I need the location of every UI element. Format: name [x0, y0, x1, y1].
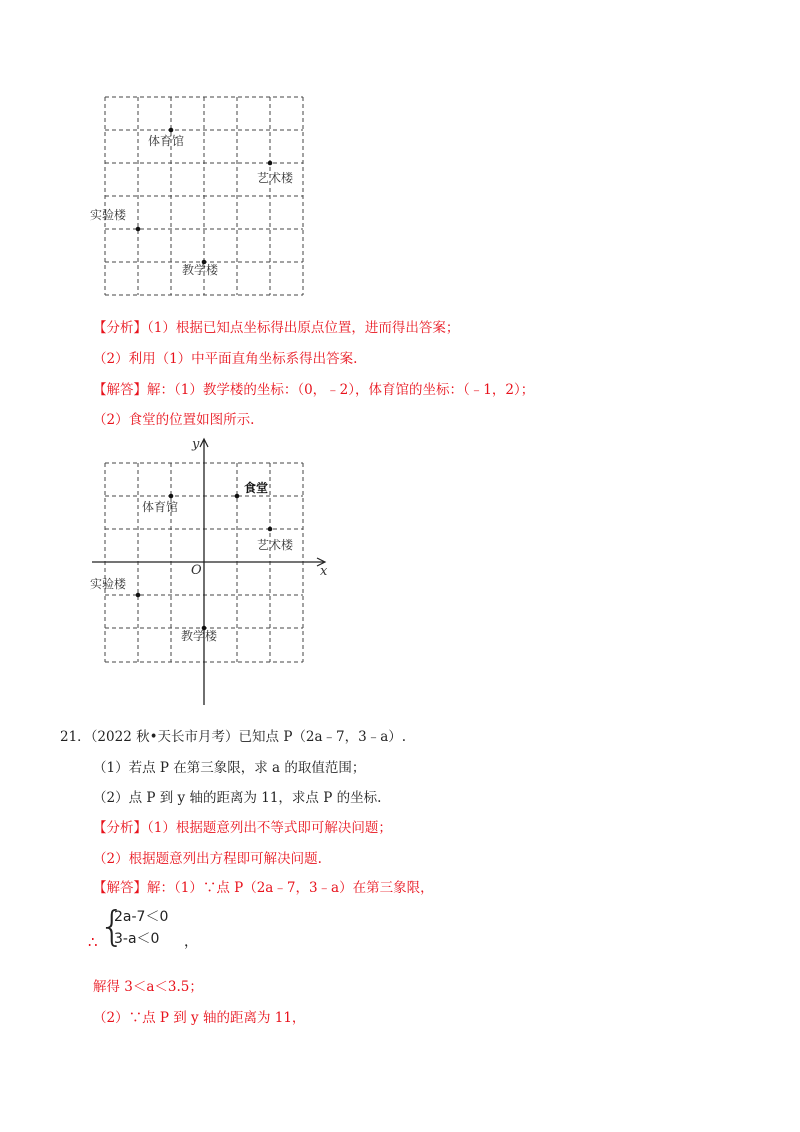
lab-label: 实验楼 [90, 208, 127, 222]
q21-stem: 21．（2022 秋•天长市月考）已知点 P（2a﹣7，3﹣a）. [60, 729, 407, 745]
inequality-1: 2a-7＜0 [114, 909, 169, 925]
inequality-system [88, 903, 198, 953]
q21-part1: （1）若点 P 在第三象限，求 a 的取值范围； [93, 760, 366, 776]
gym-label: 体育馆 [142, 500, 179, 514]
origin-label: O [191, 563, 202, 578]
axes [92, 440, 324, 705]
therefore-symbol: ∴ [88, 933, 98, 951]
q21-part2-solution: （2）∵点 P 到 y 轴的距离为 11， [93, 1010, 306, 1026]
teaching-label: 教学楼 [181, 629, 218, 643]
q20-analysis-2: （2）利用（1）中平面直角坐标系得出答案. [93, 351, 358, 367]
lab-point [136, 593, 141, 598]
q20-analysis-1: 【分析】（1）根据已知点坐标得出原点位置，进而得出答案； [93, 320, 460, 336]
inequality-2: 3-a＜0 [114, 931, 160, 947]
teaching-label: 教学楼 [182, 263, 219, 277]
canteen-point [235, 494, 240, 499]
q21-part2: （2）点 P 到 y 轴的距离为 11，求点 P 的坐标. [93, 790, 382, 806]
system-comma: ， [184, 934, 198, 950]
q21-analysis-1: 【分析】（1）根据题意列出不等式即可解决问题； [93, 820, 392, 836]
art-label: 艺术楼 [257, 538, 294, 552]
q21-result: 解得 3＜a＜3.5； [93, 979, 203, 995]
system-brace: { [99, 902, 126, 950]
gym-label: 体育馆 [148, 134, 185, 148]
lab-label: 实验楼 [90, 577, 127, 591]
art-label: 艺术楼 [257, 171, 294, 185]
q20-solution-1: 【解答】解：（1）教学楼的坐标：（0，﹣2），体育馆的坐标：（﹣1，2）； [93, 382, 535, 398]
y-axis-label: y [192, 437, 200, 452]
gym-point [169, 494, 174, 499]
campus-grid-figure-2 [88, 432, 338, 710]
art-point [268, 527, 273, 532]
q21-analysis-2: （2）根据题意列出方程即可解决问题. [93, 851, 322, 867]
lab-point [136, 227, 141, 232]
x-axis-label: x [320, 564, 328, 579]
gym-point [169, 128, 174, 133]
art-point [268, 161, 273, 166]
q20-solution-2: （2）食堂的位置如图所示. [93, 412, 255, 428]
q21-solution-1: 【解答】解：（1）∵点 P（2a﹣7，3﹣a）在第三象限， [93, 880, 434, 896]
canteen-label: 食堂 [244, 481, 269, 495]
campus-grid-figure-1 [90, 88, 320, 303]
